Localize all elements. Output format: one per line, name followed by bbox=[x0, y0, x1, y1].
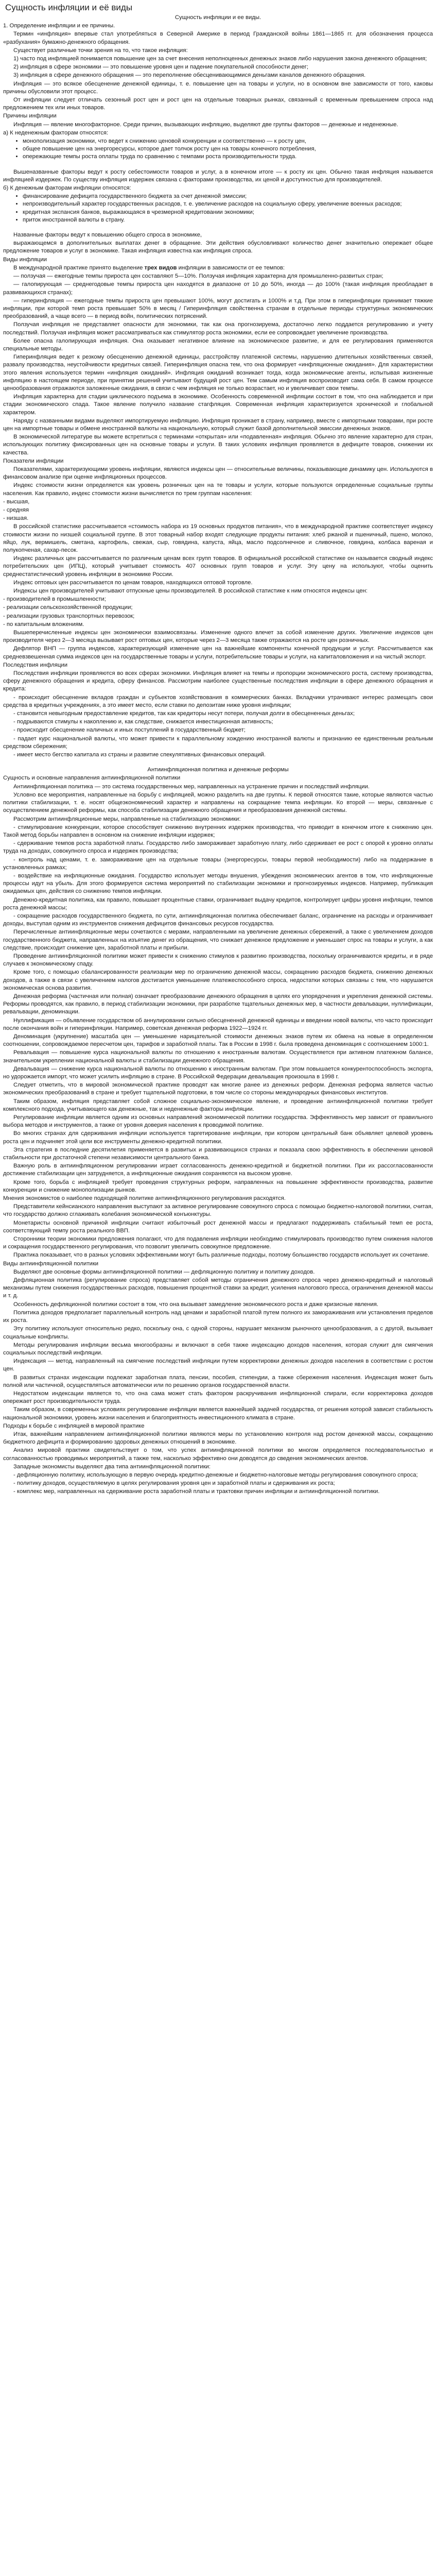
bullet-list bbox=[3, 138, 433, 161]
paragraph: - имеет место бегство капитала из страны и развитие спекулятивных финансовых операций. bbox=[13, 752, 266, 758]
paragraph: - дефляционную политику, использующую в первую очередь кредитно-денежные и бюджетно-налоговые методы регулирования совокупного спроса; bbox=[13, 1471, 418, 1478]
list-item: • финансирование дефицита государственного бюджета за счет денежной эмиссии; bbox=[23, 193, 433, 200]
paragraph: Рассмотрим антиинфляционные меры, направленные на стабилизацию экономики: bbox=[13, 816, 241, 822]
paragraph: Вышеназванные факторы ведут к росту себестоимости товаров и услуг, а в конечном итоге — к росту их цен. Обычно такая инфляция называется инфляцией издержек. По существу инфляция издержек связана с факторами производства, их ценой и доступностью для производителей. bbox=[3, 168, 433, 183]
page-title: Сущность инфляции и её виды bbox=[5, 3, 133, 12]
paragraph: б) К денежным факторам инфляции относятся: bbox=[3, 185, 131, 192]
paragraph: Кроме того, с помощью сбалансированности реализации мер по ограничению денежной массы, сокращению расходов бюджета, снижению денежных доходов, а также в связи с увеличением налогов достигается уменьшение платежеспособного спроса, недостатки которых связаны с тем, что нарушается экономическая основа развития. bbox=[3, 969, 433, 991]
paragraph: Методы регулирования инфляции весьма многообразны и включают в себя также индексацию доходов населения, которая служит для смягчения социальных последствий инфляции. bbox=[3, 1342, 433, 1356]
paragraph: Названные факторы ведут к повышению общего спроса в экономике, bbox=[13, 232, 202, 239]
paragraph: — галопирующая — среднегодовые темпы прироста цен находятся в диапазоне от 10 до 50%, иногда — до 100% (такая инфляция преобладает в развивающихся странах); bbox=[3, 281, 433, 296]
paragraph: 1) часто под инфляцией понимается повышение цен за счет внесения неполноценных денежных знаков либо нарушения закона денежного обращения; bbox=[13, 56, 427, 62]
paragraph: - становится невыгодным предоставление кредитов, так как кредиторы несут потери, получая долги в обесцененных деньгах; bbox=[13, 710, 355, 717]
paragraph: - политику доходов, осуществляемую в целях регулирования уровня цен и заработной платы и сдерживания их роста; bbox=[13, 1480, 335, 1487]
paragraph: Ползучая инфляция не представляет опасности для экономики, так как она прогнозируема, достаточно легко поддается регулированию и учету последствий. Ползучая инфляция может рассматриваться как стимулятор роста экономики, если ее сопровождает увеличение производства. bbox=[3, 321, 433, 336]
paragraph: Ревальвация — повышение курса национальной валюты по отношению к иностранным валютам. Осуществляется при активном платежном балансе, значительном укреплении национальной валюты и стабилизации денежного обращения. bbox=[3, 1049, 433, 1064]
paragraph: Важную роль в антиинфляционном регулировании играет согласованность денежно-кредитной и бюджетной политики. При их рассогласованности достижение стабилизации цен затрудняется, а инфляционные ожидания сохраняются на высоком уровне. bbox=[3, 1163, 433, 1177]
paragraph: Индекс оптовых цен рассчитывается по ценам товаров, находящихся оптовой торговле. bbox=[13, 579, 253, 586]
paragraph: а) К неденежным факторам относятся: bbox=[3, 129, 109, 136]
paragraph: Денежно-кредитная политика, как правило, повышает процентные ставки, ограничивает выдачу кредитов, контролирует цифры уровня инфляции, темпов роста денежной массы; bbox=[3, 896, 433, 911]
paragraph: Антиинфляционная политика — это система государственных мер, направленных на устранение причин и последствий инфляции. bbox=[13, 783, 370, 790]
paragraph: Недостатком индексации является то, что она сама может стать фактором раскручивания инфляционной спирали, если корректировка доходов опережает рост производительности труда. bbox=[3, 1390, 433, 1405]
paragraph: Индекс стоимости жизни определяется как уровень розничных цен на те товары и услуги, которые пользуются определенные социальные группы населения. Как правило, индекс стоимости жизни вычисляется по трем группам населения: bbox=[3, 482, 433, 497]
paragraph: Выделяют две основные формы антиинфляционной политики — дефляционную политику и политику доходов. bbox=[13, 1268, 315, 1275]
paragraph: Девальвация — снижение курса национальной валюты по отношению к иностранным валютам. При этом повышается конкурентоспособность экспорта, но удорожается импорт, что может усилить инфляцию в стране. В Российской Федерации девальвация произошла в 1998 г. bbox=[3, 1065, 433, 1080]
paragraph: Кроме того, борьба с инфляцией требует проведения структурных реформ, направленных на повышение эффективности производства, развитие конкуренции и снижение монополизации рынков. bbox=[3, 1179, 433, 1193]
paragraph: - подрываются стимулы к накоплению и, как следствие, снижается инвестиционная активность; bbox=[13, 719, 273, 725]
list-item: • приток иностранной валюты в страну. bbox=[23, 216, 433, 224]
paragraph: выражающемся в дополнительных выплатах денег в обращение. Эти действия обусловливают количество денег значительно опережает общее предложение товаров и услуг в экономике. Такая инфляция известна как инфляция спроса. bbox=[3, 240, 433, 255]
paragraph: Проведение антиинфляционной политики может привести к снижению стимулов к развитию производства, поскольку ограничиваются кредиты, и в ряде случаев к экономическому спаду. bbox=[3, 953, 433, 968]
paragraph: 1. Определение инфляции и ее причины. bbox=[3, 23, 115, 29]
paragraph: - средняя bbox=[3, 506, 29, 513]
paragraph: Дефляционная политика (регулирование спроса) представляет собой методы ограничения денежного спроса через денежно-кредитный и налоговый механизмы путем снижения государственных расходов, повышения процентной ставки за кредит, усиления налогового пресса, ограничения денежной массы и т. д. bbox=[3, 1277, 433, 1299]
paragraph: Представители кейнсианского направления выступают за активное регулирование совокупного спроса с помощью бюджетно-налоговой политики, считая, что государство должно сглаживать колебания экономической конъюнктуры. bbox=[3, 1204, 433, 1218]
paragraph: В экономической литературе вы можете встретиться с терминами «открытая» или «подавленная» инфляция. Обычно это явление характерно для стран, использующих политику фиксированных цен на основные товары и услуги. В таких условиях инфляция проявляется в дефиците товаров, снижении их качества. bbox=[3, 434, 433, 456]
paragraph: - реализации грузовых транспортных перевозок; bbox=[3, 613, 135, 619]
paragraph: Следует отметить, что в мировой экономической практике проводят как многие ранее из денежных реформ. Денежная реформа является частью экономических преобразований в стране и требует тщательной подготовки, в том числе со стороны международных финансовых институтов. bbox=[3, 1082, 433, 1096]
paragraph: Таким образом, в современных условиях регулирование инфляции является важнейшей задачей государства, от решения которой зависит стабильность национальной экономики, уровень жизни населения и благоприятность инвестиционного климата в стране. bbox=[3, 1406, 433, 1421]
paragraph: Инфляция — явление многофакторное. Среди причин, вызывающих инфляцию, выделяют две группы факторов — денежные и неденежные. bbox=[13, 121, 398, 128]
paragraph: - комплекс мер, направленных на сдерживание роста заработной платы и трактовки причин инфляции и антиинфляционной политики. bbox=[13, 1488, 380, 1495]
paragraph: Денежная реформа (частичная или полная) означает преобразование денежного обращения в целях его упорядочения и укрепления денежной системы. Реформы проводятся, как правило, в период стабилизации экономики, при разработке тщательных денежных мер, в частности девальвации, нуллификации, ревальвации, деноминации. bbox=[3, 993, 433, 1015]
paragraph: Инфляция характерна для стадии циклического подъема в экономике. Особенность современной инфляции состоит в том, что она наблюдается и при стадии экономического спада. Такое явление получило название стагфляция. Современная инфляция характеризуется хронической и глобальной характером. bbox=[3, 394, 433, 416]
paragraph: - происходит обесценение наличных и иных поступлений в государственный бюджет; bbox=[13, 727, 246, 734]
article-body bbox=[3, 14, 433, 1496]
paragraph: Показатели инфляции bbox=[3, 457, 64, 464]
paragraph: Дефлятор ВНП — группа индексов, характеризующий изменение цен на важнейшие компоненты конечной продукции и услуг. Рассчитывается как средневзвешенная сумма индексов цен на государственные товары и услуги, потребительские товары и услуги, на капиталовложения и на чистый экспорт. bbox=[3, 646, 433, 660]
paragraph: Последствия инфляции проявляются во всех сферах экономики. Инфляция влияет на темпы и пропорции экономического роста, систему производства, сферу денежного обращения и кредита, сферу финансов. Рассмотрим наиболее существенные последствия инфляции в сфере денежного обращения и кредита: bbox=[3, 670, 433, 692]
paragraph: Регулирование инфляции является одним из основных направлений экономической политики государства. Эффективность мер зависит от правильного выбора методов и инструментов, а также от уровня доверия населения к проводимой политике. bbox=[3, 1114, 433, 1129]
paragraph: Наряду с названными видами выделяют импортируемую инфляцию. Инфляция проникает в страну, например, вместе с импортными товарами, при росте цен на импортные товары и обмене иностранной валюты на национальную, который служит базой дополнительной эмиссии денежных знаков. bbox=[3, 417, 433, 432]
paragraph: - высшая, bbox=[3, 498, 30, 505]
paragraph: Таким образом, инфляция представляет собой сложное социально-экономическое явление, и проведение антиинфляционной политики требует комплексного подхода, учитывающего как денежные, так и неденежные факторы инфляции. bbox=[3, 1098, 433, 1112]
paragraph: - падает курс национальной валюты, что может привести к параллельному хождению иностранной валюты и признанию ее единственным реальным средством сбережения; bbox=[3, 735, 433, 750]
paragraph: Западные экономисты выделяют два типа антиинфляционной политики: bbox=[13, 1463, 211, 1470]
paragraph: Монетаристы основной причиной инфляции считают избыточный рост денежной массы и предлагают поддерживать стабильный темп ее роста, соответствующий темпу роста реального ВВП. bbox=[3, 1219, 433, 1234]
paragraph: Эта стратегия в последние десятилетия применяется в развитых и развивающихся странах и показала свою эффективность в обеспечении ценовой стабильности при достаточной степени независимости центрального банка. bbox=[3, 1146, 433, 1161]
paragraph: Сущность и основные направления антиинфляционной политики bbox=[3, 775, 181, 782]
paragraph: Условно все мероприятия, направленные на борьбу с инфляцией, можно разделить на две группы. К первой относятся такие, которые являются частью политики стабилизации, т. е. носят общеэкономический характер и направлены на сокращение темпа инфляции. Ко второй — меры, связанные с осуществлением денежной реформы, как способа стабилизации денежного обращения и преобразования денежной системы. bbox=[3, 791, 433, 814]
paragraph: Более опасна галопирующая инфляция. Она оказывает негативное влияние на экономическое развитие, и для ее регулирования применяются специальные методы. bbox=[3, 337, 433, 352]
paragraph: - по капитальным вложениям. bbox=[3, 621, 84, 628]
list-item: • общее повышение цен на энергоресурсы, которое дает толчок росту цен на товары конечного потребления, bbox=[23, 145, 433, 153]
paragraph: Мнения экономистов о наиболее подходящей политике антиинфляционного регулирования расходятся. bbox=[3, 1195, 286, 1202]
paragraph: Индексация — метод, направленный на смягчение последствий инфляции путем корректировки денежных доходов населения в соответствии с ростом цен. bbox=[3, 1358, 433, 1372]
paragraph: В российской статистике рассчитывается «стоимость набора из 19 основных продуктов питания», что в международной практике соответствует индексу стоимости жизни по низшей социальной группе. В этот товарный набор входят следующие продукты питания: хлеб ржаной и пшеничный, пшено, молоко, яйцо, лук, вермишель, сметана, картофель, свежая, сыр, говядина, капуста, яйца, масло подсолнечное и сливочное, говядина, колбаса вареная и полукопченая, сахар-песок. bbox=[3, 523, 433, 553]
paragraph: - сдерживание темпов роста заработной платы. Государство либо замораживает заработную плату, либо сдерживает ее рост с опорой к уровню оплаты труда на доходах, совокупного спроса и издержек производства; bbox=[3, 840, 433, 855]
paragraph: Виды антиинфляционной политики bbox=[3, 1260, 99, 1267]
paragraph: Нуллификация — объявление государством об аннулировании сильно обесцененной денежной единицы и введении новой валюты, что часто происходит после окончания войн и гиперинфляции. Например, советская денежная реформа 1922—1924 гг. bbox=[3, 1017, 433, 1031]
list-item: • кредитная экспансия банков, выражающаяся в чрезмерной кредитовании экономики; bbox=[23, 209, 433, 216]
paragraph: Политика доходов предполагает параллельный контроль над ценами и заработной платой путем полного их замораживания или установления пределов их роста. bbox=[3, 1309, 433, 1324]
paragraph: Перечисленные антиинфляционные меры сочетаются с мерами, направленными на увеличение денежных сбережений, а также с увеличением доходов государственного бюджета, направленных на изъятие денег из обращения, что снижает денежное предложение и уменьшает спрос на товары и услуги, а как следствие, происходит снижение цен, заработной платы и прибыли. bbox=[3, 929, 433, 951]
paragraph: Виды инфляции bbox=[3, 256, 47, 263]
paragraph: Инфляция — это всякое обесценение денежной единицы, т. е. повышение цен на товары и услуги, но в основном вне зависимости от того, каковы причины обусловили этот процесс. bbox=[3, 80, 433, 95]
paragraph: - происходит обесценение вкладов граждан и субъектов хозяйствования в коммерческих банках. Вкладчики утрачивают интерес размещать свои средства в кредитных учреждениях, а это имеет место, если ставки по депозитам ниже уровня инфляции; bbox=[3, 694, 433, 708]
paragraph: - низшая. bbox=[3, 515, 29, 522]
paragraph: От инфляции следует отличать сезонный рост цен и рост цен на отдельные товарных рынках, связанный с временным превышением спроса над предложением тех или иных товаров. bbox=[3, 97, 433, 111]
paragraph: Анализ мировой практики свидетельствует о том, что успех антиинфляционной политики во многом определяется последовательностью и согласованностью проводимых мероприятий, а также тем, насколько эффективно они доводятся до сведения экономических агентов. bbox=[3, 1447, 433, 1462]
paragraph: Во многих странах для сдерживания инфляции используется таргетирование инфляции, при котором центральный банк объявляет целевой уровень роста цен и подчиняет этой цели все инструменты денежно-кредитной политики. bbox=[3, 1130, 433, 1145]
paragraph: — ползучая — ежегодные темпы прироста цен составляют 5—10%. Ползучая инфляция характерна для промышленно-развитых стран; bbox=[13, 273, 383, 280]
paragraph: - сокращение расходов государственного бюджета, по сути, антиинфляционная политика обеспечивает баланс, ограничение на расходы и ограничивает доходы, выступая одним из инструментов снижения дефицитов финансовых ресурсов государства. bbox=[3, 912, 433, 927]
paragraph: Существует различные точки зрения на то, что такое инфляция: bbox=[13, 47, 188, 54]
list-item: • непроизводительный характер государственных расходов, т. е. увеличение расходов на социальную сферу, увеличение военных расходов; bbox=[23, 200, 433, 208]
paragraph: Вышеперечисленные индексы цен экономически взаимосвязаны. Изменение одного влечет за собой изменение других. Увеличение индексов цен производителя через 2—3 месяца вызывает рост оптовых цен, которые через 2—3 месяца также отражаются на росте цен розничных. bbox=[3, 630, 433, 644]
paragraph: Последствия инфляции bbox=[3, 662, 68, 668]
paragraph: Подходы к борьбе с инфляцией в мировой практике bbox=[3, 1422, 145, 1429]
centered-heading: Сущность инфляции и ее виды. bbox=[175, 14, 261, 21]
paragraph: Индексы цен производителей учитывают отпускные цены производителей. В российской статистике к ним относятся индексы цен: bbox=[13, 588, 368, 595]
paragraph: Практика показывает, что в разных условиях эффективными могут быть различные подходы, поэтому большинство государств использует их сочетание. bbox=[13, 1252, 430, 1259]
paragraph: В международной практике принято выделение трех видов инфляции в зависимости от ее темпов: bbox=[13, 264, 285, 271]
paragraph: 3) инфляция в сфере денежного обращения — это переполнение обесценивающимися деньгами каналов денежного обращения. bbox=[13, 72, 366, 79]
paragraph: Гиперинфляция ведет к резкому обесценению денежной единицы, расстройству платежной системы, нарушению длительных хозяйственных связей, развалу производства, неустойчивости кредитных связей. Гиперинфляция опасна тем, что она формирует «инфляционные ожидания». Для характеристики этого явления используется термин «инфляция ожиданий». Инфляция ожиданий возникает тогда, когда экономические агенты, испытывая жизненные инфляцию в настоящем периоде, при принятии решений учитывают будущий рост цен. Тем самым инфляция воспроизводит сама себя. В самом процессе ценообразования отражаются заложенные ожидания, в связи с чем инфляция не только возрастает, но и увеличивает свои темпы. bbox=[3, 354, 433, 392]
paragraph: Причины инфляции bbox=[3, 113, 57, 120]
centered-heading: Антиинфляционная политика и денежные реформы bbox=[147, 767, 289, 773]
list-item: • опережающие темпы роста оплаты труда по сравнению с темпами роста производительности труда. bbox=[23, 153, 433, 161]
paragraph: Индекс различных цен рассчитывается по различным ценам всех групп товаров. В официальной российской статистике он называется сводный индекс потребительских цен (ИПЦ), который учитывает стоимость 407 основных групп товаров и услуг. Эту цену на используют, чтобы оценить среднестатистический уровень инфляции в экономике России. bbox=[3, 555, 433, 578]
paragraph: Показателями, характеризующими уровень инфляции, являются индексы цен — относительные величины, показывающие динамику цен. Используются в финансовом анализе при оценке инфляционных процессов. bbox=[3, 466, 433, 481]
paragraph: - стимулирование конкуренции, которое способствует снижению внутренних издержек производства, что приводит в конечном итоге к снижению цен. Такой метод борьбы направлен в основном на снижение инфляции издержек; bbox=[3, 824, 433, 838]
paragraph: Итак, важнейшим направлением антиинфляционной политики являются меры по установлению контроля над ростом денежной массы, сокращению бюджетного дефицита и формированию здоровых денежных отношений в экономике. bbox=[3, 1431, 433, 1446]
paragraph: - реализации сельскохозяйственной продукции; bbox=[3, 604, 133, 611]
paragraph: Деноминация (укрупнение) масштаба цен — уменьшение нарицательной стоимости денежных знаков путем их обмена на новые в определенном соотношении, сопровождаемое пересчетом цен, тарифов и заработной платы. Так в России в 1998 г. была проведена деноминация с соотношением 1000:1. bbox=[3, 1033, 433, 1048]
bullet-list bbox=[3, 193, 433, 224]
paragraph: Особенность дефляционной политики состоит в том, что она вызывает замедление экономического роста и даже кризисные явления. bbox=[13, 1301, 379, 1308]
paragraph: — гиперинфляция — ежегодные темпы прироста цен превышают 100%, могут достигать и 1000% и т.д. При этом в гиперинфляции принимает тяжкие инфляции, при которой темп роста превышает 50% в месяц / Гиперинфляция свойственна странам в отдельные периоды структурных экономических преобразований, а чаще всего — в период войн, политических потрясений. bbox=[3, 297, 433, 320]
list-item: • монополизация экономики, что ведет к снижению ценовой конкуренции и соответственно — к росту цен, bbox=[23, 138, 433, 145]
paragraph: Эту политику используют относительно редко, поскольку она, с одной стороны, нарушает механизм рыночного ценообразования, а с другой, вызывает социальные конфликты. bbox=[3, 1326, 433, 1340]
paragraph: - производителей в промышленности; bbox=[3, 596, 106, 603]
paragraph: Сторонники теории экономики предложения полагают, что для подавления инфляции необходимо стимулировать производство путем снижения налогов и сокращения государственного регулирования, что позволит увеличить совокупное предложение. bbox=[3, 1236, 433, 1250]
paragraph: 2) инфляция в сфере экономики — это повышение уровня цен и падение покупательной способности денег; bbox=[13, 64, 308, 71]
paragraph: Термин «инфляция» впервые стал употребляться в Северной Америке в период Гражданской войны 1861—1865 гг. для обозначения процесса «разбухания» бумажно-денежного обращения. bbox=[3, 31, 433, 45]
paragraph: В развитых странах индексации подлежат заработная плата, пенсии, пособия, стипендии, а также сбережения населения. Индексация может быть полной или частичной, осуществляться автоматически или по решению органов государственной власти. bbox=[3, 1374, 433, 1388]
paragraph: - воздействие на инфляционные ожидания. Государство использует методы внушения, убеждения экономических агентов в том, что инфляционные процессы идут на убыль. Для этого формируется система мероприятий по стабилизации экономики и прогнозируемых индексов. Например, публикация ожидаемых цен, действия со снижению темпов инфляции. bbox=[3, 872, 433, 895]
paragraph: - контроль над ценами, т. е. замораживание цен на отдельные товары (энергоресурсы, товары первой необходимости) либо на поддержание в установленных рамках; bbox=[3, 856, 433, 871]
